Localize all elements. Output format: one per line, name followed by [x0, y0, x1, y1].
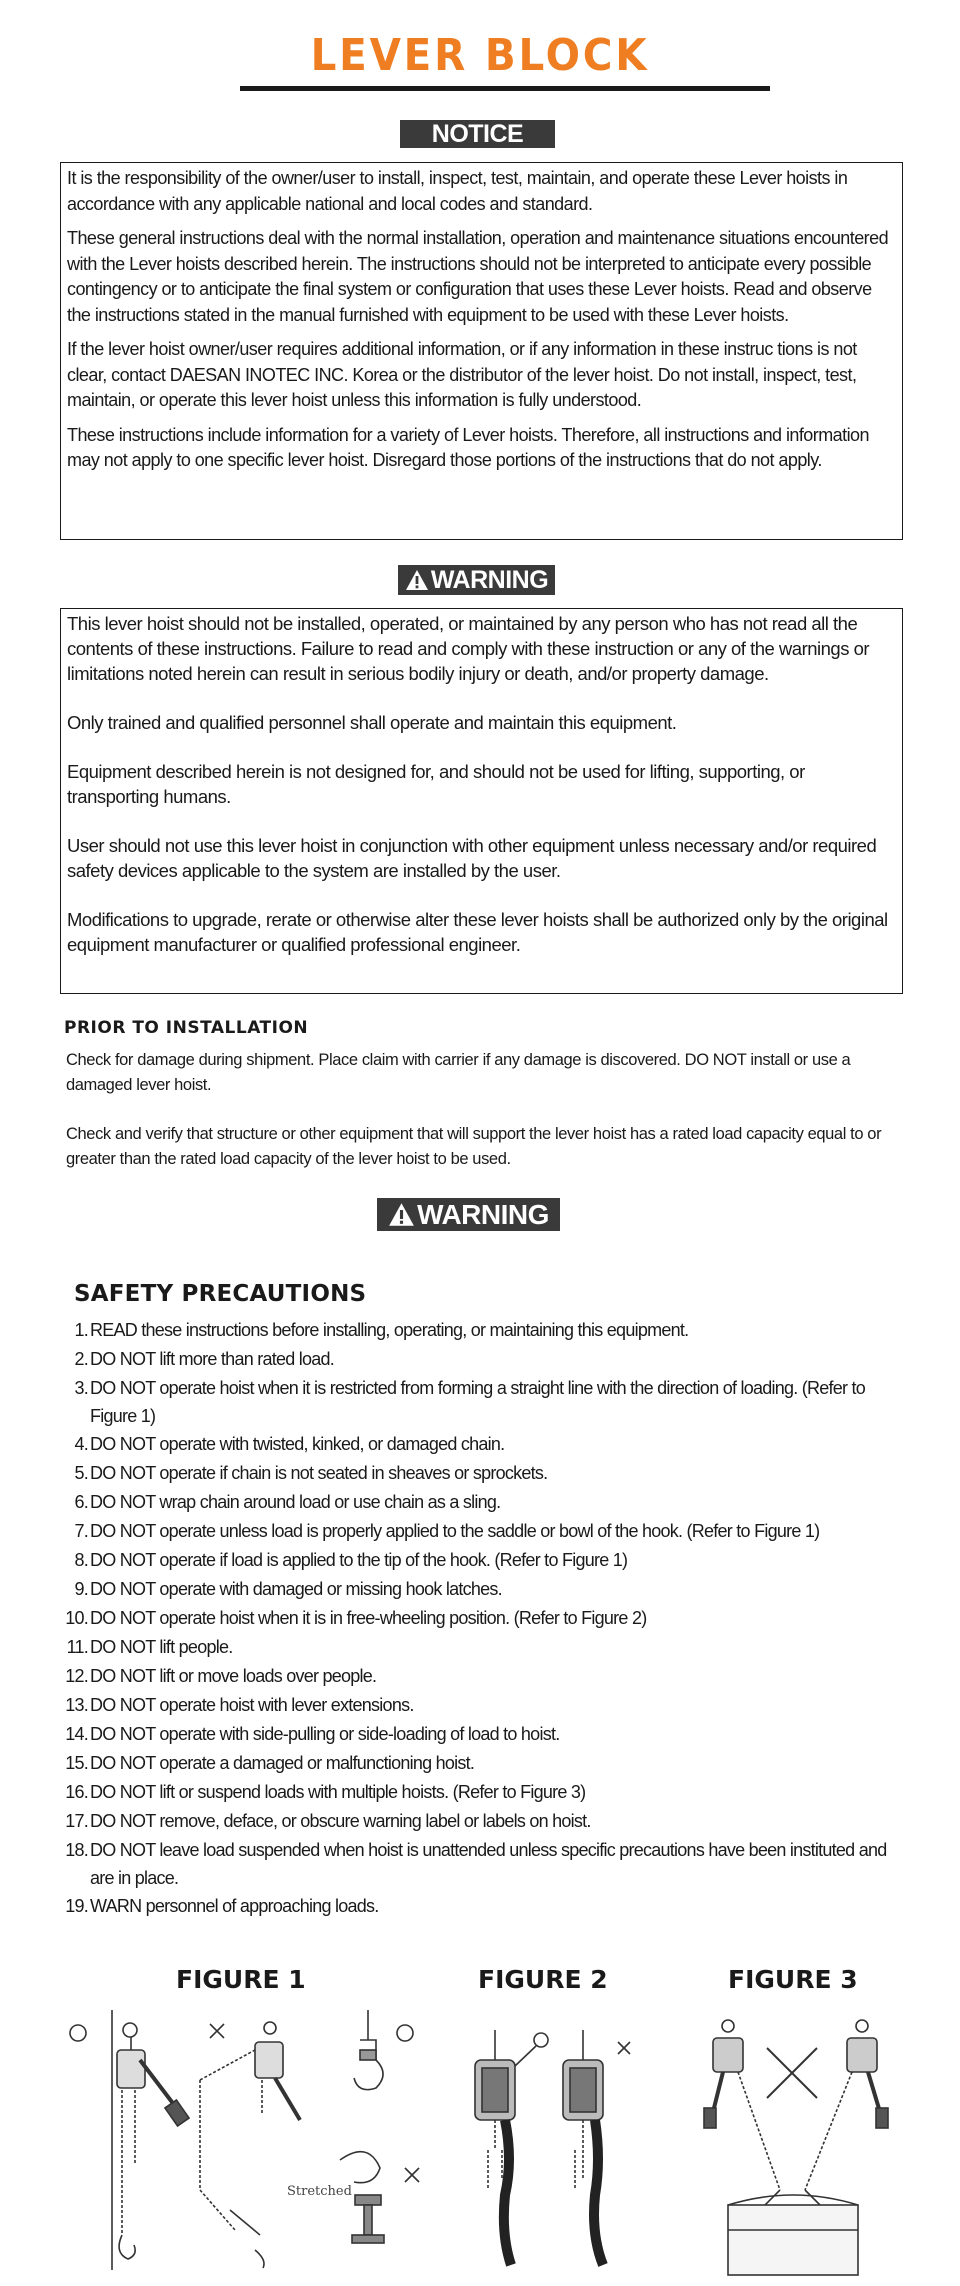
- list-item: 2. DO NOT lift more than rated load.: [74, 1349, 335, 1369]
- warning-box: [60, 608, 903, 994]
- notice-label: [400, 120, 555, 148]
- warning-label-text: WARNING: [417, 1199, 549, 1230]
- list-item: 17. DO NOT remove, deface, or obscure warning label or labels on hoist.: [65, 1811, 591, 1831]
- safety-precautions-heading: SAFETY PRECAUTIONS: [74, 1281, 367, 1307]
- list-item: 9. DO NOT operate with damaged or missing hook latches.: [74, 1579, 502, 1599]
- list-item: 1. READ these instructions before installing, operating, or maintaining this equipment.: [74, 1320, 689, 1340]
- list-item: 13. DO NOT operate hoist with lever extensions.: [65, 1695, 414, 1715]
- warning-paragraph: User should not use this lever hoist in conjunction with other equipment unless necessary and/or required safety devices applicable to the system are installed by the user.: [67, 835, 877, 881]
- list-item: 18. DO NOT leave load suspended when hoist is unattended unless specific precautions have been instituted and are in place.: [65, 1840, 887, 1888]
- figure-1-drawing: [70, 2010, 419, 2270]
- notice-box: [60, 162, 903, 540]
- warning-triangle-icon: [405, 569, 429, 591]
- warning-label-text: WARNING: [430, 566, 549, 594]
- prior-installation-text: [66, 1048, 916, 1196]
- list-item: 10. DO NOT operate hoist when it is in free-wheeling position. (Refer to Figure 2): [65, 1608, 647, 1628]
- list-item: 6. DO NOT wrap chain around load or use chain as a sling.: [74, 1492, 501, 1512]
- list-item: 12. DO NOT lift or move loads over people.: [65, 1666, 377, 1686]
- list-item: 11. DO NOT lift people.: [66, 1637, 233, 1657]
- notice-paragraph: It is the responsibility of the owner/user to install, inspect, test, maintain, and operate these Lever hoists in accordance with any applicable national and local codes and standard.: [67, 168, 848, 214]
- prior-installation-heading: PRIOR TO INSTALLATION: [64, 1018, 309, 1038]
- warning-paragraph: This lever hoist should not be installed, operated, or maintained by any person who has not read all the contents of these instructions. Failure to read and comply with these instruction or any of the warnings or limitations noted herein can result in serious bodily injury or death, and/or property damage.: [67, 613, 870, 684]
- list-item: 7. DO NOT operate unless load is properly applied to the saddle or bowl of the hook. (Refer to Figure 1): [74, 1521, 820, 1541]
- warning-label: [398, 565, 555, 595]
- figure-2-title: FIGURE 2: [478, 1965, 608, 1994]
- correct-circle-icon: [534, 2033, 548, 2047]
- list-item: 5. DO NOT operate if chain is not seated in sheaves or sprockets.: [74, 1463, 548, 1483]
- figure-3-title: FIGURE 3: [728, 1965, 858, 1994]
- correct-circle-icon: [397, 2025, 413, 2041]
- notice-paragraph: These instructions include information for a variety of Lever hoists. Therefore, all instructions and information may not apply to one specific lever hoist. Disregard those portions of the instructions that do not apply.: [67, 424, 869, 470]
- incorrect-x-icon: [618, 2042, 630, 2054]
- warning-triangle-icon: [388, 1202, 415, 1227]
- list-item: 15. DO NOT operate a damaged or malfunctioning hoist.: [65, 1753, 475, 1773]
- warning-paragraph: Modifications to upgrade, rerate or otherwise alter these lever hoists shall be authorized only by the original equipment manufacturer or qualified professional engineer.: [67, 909, 888, 955]
- notice-label-text: NOTICE: [431, 120, 524, 148]
- figure-2-drawing: [475, 2030, 630, 2265]
- warning-label: [377, 1198, 560, 1231]
- notice-paragraph: If the lever hoist owner/user requires additional information, or if any information in these instruc tions is not clear, contact DAESAN INOTEC INC. Korea or the distributor of the lever hoist. Do not install, inspect, test, maintain, or operate this lever hoist unless this information is fully understood.: [67, 339, 857, 410]
- page-title: LEVER BLOCK: [310, 30, 650, 81]
- list-item: 8. DO NOT operate if load is applied to the tip of the hook. (Refer to Figure 1): [74, 1550, 628, 1570]
- list-item: 19. WARN personnel of approaching loads.: [65, 1896, 379, 1916]
- figure-1-title: FIGURE 1: [176, 1965, 306, 1994]
- prior-paragraph: Check and verify that structure or other equipment that will support the lever hoist has a rated load capacity equal to or greater than the rated load capacity of the lever hoist to be used.: [66, 1125, 882, 1168]
- figure-3-drawing: [704, 2020, 888, 2275]
- warning-paragraph: Only trained and qualified personnel shall operate and maintain this equipment.: [67, 712, 677, 733]
- list-item: 4. DO NOT operate with twisted, kinked, or damaged chain.: [74, 1434, 505, 1454]
- incorrect-x-icon: [210, 2024, 224, 2038]
- warning-paragraph: Equipment described herein is not designed for, and should not be used for lifting, supporting, or transporting humans.: [67, 761, 805, 807]
- stretched-label: Stretched: [287, 2184, 352, 2199]
- list-item: 14. DO NOT operate with side-pulling or side-loading of load to hoist.: [65, 1724, 560, 1744]
- notice-paragraph: These general instructions deal with the normal installation, operation and maintenance situations encountered with the Lever hoists described herein. The instructions should not be interpreted to anticipate every possible contingency or to anticipate the final system or configuration that uses these Lever hoists. Read and observe the instructions stated in the manual furnished with equipment to be used with these Lever hoists.: [67, 228, 889, 325]
- incorrect-x-icon: [405, 2168, 419, 2182]
- list-item: 16. DO NOT lift or suspend loads with multiple hoists. (Refer to Figure 3): [65, 1782, 586, 1802]
- incorrect-x-icon: [767, 2048, 817, 2098]
- safety-list: [62, 1316, 912, 1921]
- title-underline: [240, 86, 770, 91]
- figures-illustration: [0, 2000, 960, 2286]
- prior-paragraph: Check for damage during shipment. Place claim with carrier if any damage is discovered. DO NOT install or use a damaged lever hoist.: [66, 1051, 851, 1094]
- list-item: 3. DO NOT operate hoist when it is restricted from forming a straight line with the direction of loading. (Refer to Figure 1): [74, 1378, 866, 1426]
- correct-circle-icon: [70, 2025, 86, 2041]
